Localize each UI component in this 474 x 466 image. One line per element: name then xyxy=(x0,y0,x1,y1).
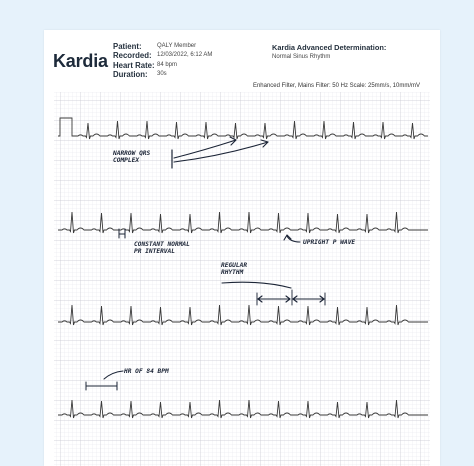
constant-pr-note: CONSTANT NORMAL PR INTERVAL xyxy=(134,241,190,255)
upright-p-note: UPRIGHT P WAVE xyxy=(303,239,356,246)
recorded-label: Recorded: xyxy=(113,51,152,61)
determination-title: Kardia Advanced Determination: xyxy=(272,43,387,52)
recorded-value: 12/03/2022, 6:12 AM xyxy=(157,52,213,59)
narrow-qrs-note: NARROW QRS COMPLEX xyxy=(113,150,151,164)
hr-note: HR OF 84 BPM xyxy=(124,368,169,375)
regular-rhythm-note: REGULAR RHYTHM xyxy=(221,262,248,276)
filter-settings: Enhanced Filter, Mains Filter: 50 Hz Scale: 25mm/s, 10mm/mV xyxy=(252,83,420,89)
heart-rate-value: 84 bpm xyxy=(157,61,178,68)
duration-label: Duration: xyxy=(113,70,148,80)
heart-rate-label: Heart Rate: xyxy=(113,60,155,70)
duration-value: 30s xyxy=(157,71,167,78)
determination-value: Normal Sinus Rhythm xyxy=(272,54,331,60)
brand-logo: Kardia xyxy=(53,51,108,71)
patient-label: Patient: xyxy=(113,42,142,51)
patient-value: QALY Member xyxy=(157,43,197,49)
ecg-grid xyxy=(54,92,430,466)
